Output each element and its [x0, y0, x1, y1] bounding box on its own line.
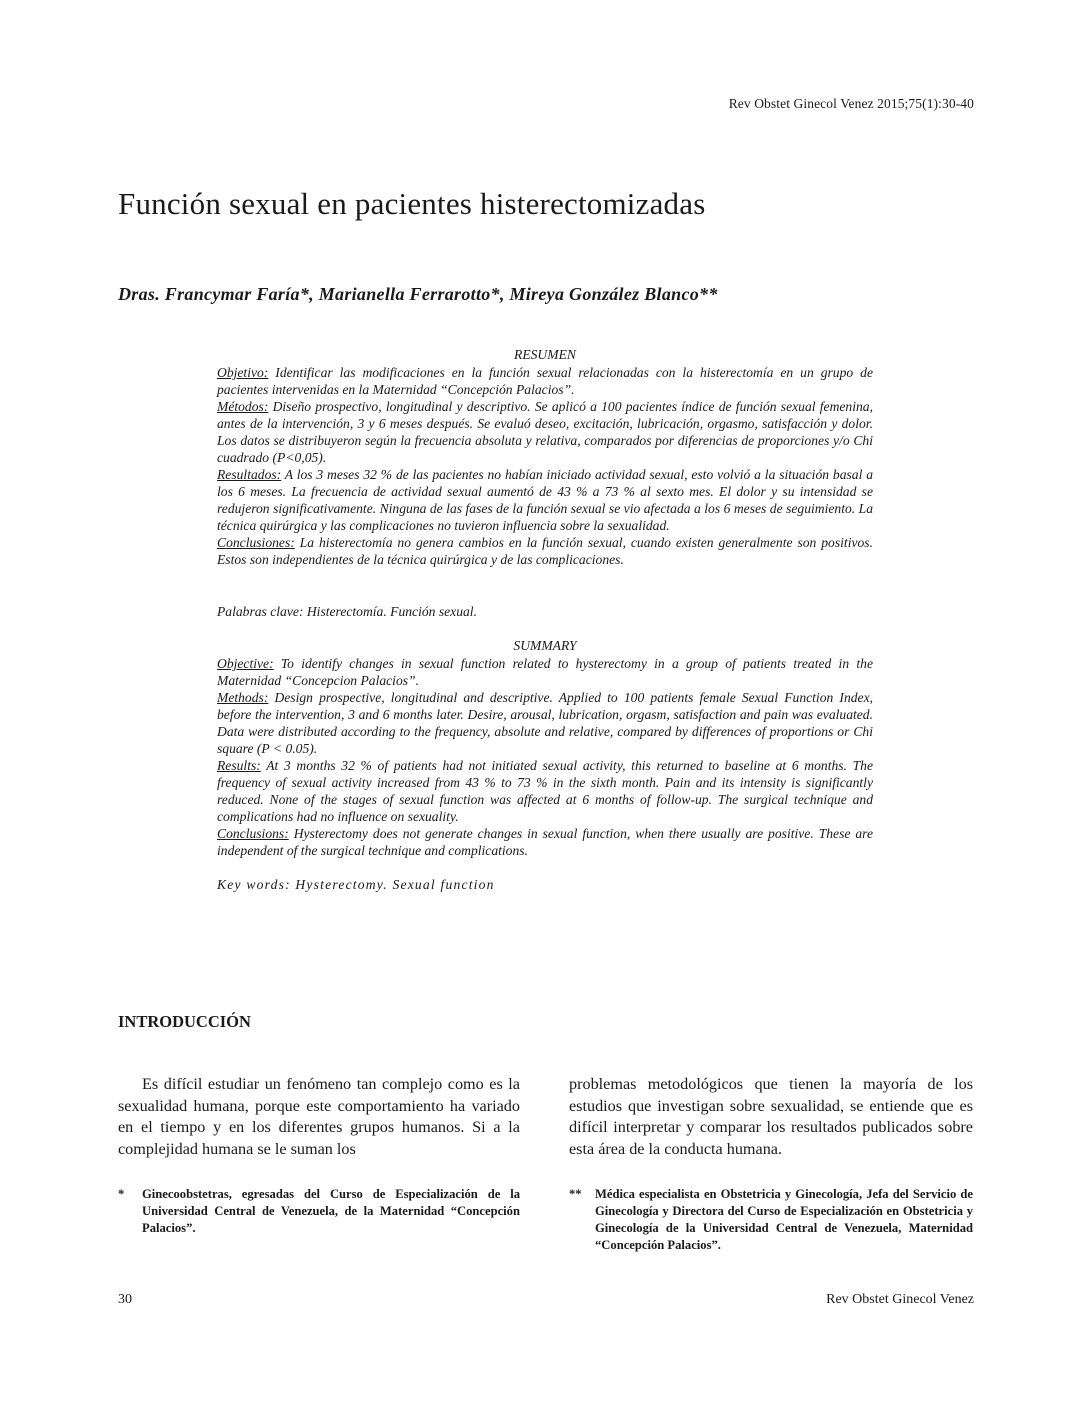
resultados-text: A los 3 meses 32 % de las pacientes no habían iniciado actividad sexual, esto volvió a la situación basal a los 6 meses. La frecuencia de actividad sexual aumentó de 43 % a 73 % al sexto mes. El dolor y su intensidad se redujeron significativamente. Ninguna de las fases de la función sexual se vio afectada a los 6 meses de seguimiento. La técnica quirúrgica y las complicaciones no tuvieron influencia sobre la sexualidad.: [217, 467, 873, 533]
footnote-marker: *: [118, 1187, 125, 1201]
summary-results: [217, 757, 873, 825]
page-number: 30: [118, 1292, 132, 1307]
author-list: Dras. Francymar Faría*, Marianella Ferrarotto*, Mireya González Blanco**: [118, 284, 718, 304]
methods-text: Design prospective, longitudinal and descriptive. Applied to 100 patients female Sexual Function Index, before the intervention, 3 and 6 months later. Desire, arousal, lubrication, orgasm, satisfaction and pain was evaluated. Data were distributed according to the frequency, absolute and relative, compared by differences of proportions or Chi square (P < 0.05).: [217, 690, 873, 756]
footnote-text: Ginecoobstetras, egresadas del Curso de Especialización de la Universidad Central de Venezuela, de la Maternidad “Concepción Palacios”.: [142, 1187, 520, 1235]
metodos-text: Diseño prospectivo, longitudinal y descriptivo. Se aplicó a 100 pacientes índice de función sexual femenina, antes de la intervención, 3 y 6 meses después. Se evaluó deseo, excitación, lubricación, orgasmo, satisfacción y dolor. Los datos se distribuyeron según la frecuencia absoluta y relativa, comparados por diferencias de proporciones y/o Chi cuadrado (P<0,05).: [217, 399, 873, 465]
methods-label: Methods:: [217, 690, 269, 705]
results-label: Results:: [217, 758, 261, 773]
footnote-left: [118, 1186, 520, 1237]
objective-label: Objective:: [217, 656, 274, 671]
introduction-heading: INTRODUCCIÓN: [118, 1012, 251, 1031]
objective-text: To identify changes in sexual function related to hysterectomy in a group of patients treated in the Maternidad “Concepcion Palacios”.: [217, 656, 873, 688]
summary-methods: [217, 689, 873, 757]
footnote-marker: **: [569, 1187, 582, 1201]
footnote-text: Médica especialista en Obstetricia y Ginecología, Jefa del Servicio de Ginecología y Directora del Curso de Especialización en Obstetricia y Ginecología de la Universidad Central de Venezuela, Maternidad “Concepción Palacios”.: [595, 1187, 973, 1252]
metodos-label: Métodos:: [217, 399, 269, 414]
resumen-heading: RESUMEN: [514, 347, 576, 362]
conclusions-label: Conclusions:: [217, 826, 289, 841]
footer-journal-name: Rev Obstet Ginecol Venez: [826, 1292, 974, 1307]
journal-reference: Rev Obstet Ginecol Venez 2015;75(1):30-40: [728, 96, 974, 111]
resumen-objetivo: [217, 364, 873, 398]
summary-conclusions: [217, 825, 873, 859]
conclusiones-label: Conclusiones:: [217, 535, 295, 550]
footnote-right: [569, 1186, 973, 1254]
resumen-metodos: [217, 398, 873, 466]
intro-paragraph-right: problemas metodológicos que tienen la mayoría de los estudios que investigan sobre sexualidad, se entiende que es difícil interpretar y comparar los resultados publicados sobre esta área de la conducta humana.: [569, 1075, 973, 1158]
summary-section: [217, 637, 873, 859]
objetivo-label: Objetivo:: [217, 365, 269, 380]
resumen-resultados: [217, 466, 873, 534]
intro-paragraph-left: Es difícil estudiar un fenómeno tan complejo como es la sexualidad humana, porque este comportamiento ha variado en el tiempo y en los diferentes grupos humanos. Si a la complejidad humana se le suman los: [118, 1075, 520, 1158]
objetivo-text: Identificar las modificaciones en la función sexual relacionadas con la histerectomía en un grupo de pacientes intervenidas en la Maternidad “Concepción Palacios”.: [217, 365, 873, 397]
resumen-conclusiones: [217, 534, 873, 568]
resultados-label: Resultados:: [217, 467, 282, 482]
palabras-clave: Palabras clave: Histerectomía. Función sexual.: [217, 604, 477, 619]
article-title: Función sexual en pacientes histerectomizadas: [118, 186, 706, 221]
conclusions-text: Hysterectomy does not generate changes in sexual function, when there usually are positive. These are independent of the surgical technique and complications.: [217, 826, 873, 858]
summary-heading: SUMMARY: [513, 638, 577, 653]
summary-objective: [217, 655, 873, 689]
results-text: At 3 months 32 % of patients had not initiated sexual activity, this returned to baseline at 6 months. The frequency of sexual activity increased from 43 % to 73 % in the sixth month. Pain and its intensity is significantly reduced. None of the stages of sexual function was affected at 6 months of follow-up. The surgical technique and complications had no influence on sexuality.: [217, 758, 873, 824]
conclusiones-text: La histerectomía no genera cambios en la función sexual, cuando existen generalmente son positivos. Estos son independientes de la técnica quirúrgica y de las complicaciones.: [217, 535, 873, 567]
resumen-section: [217, 346, 873, 568]
key-words: Key words: Hysterectomy. Sexual function: [217, 877, 495, 892]
